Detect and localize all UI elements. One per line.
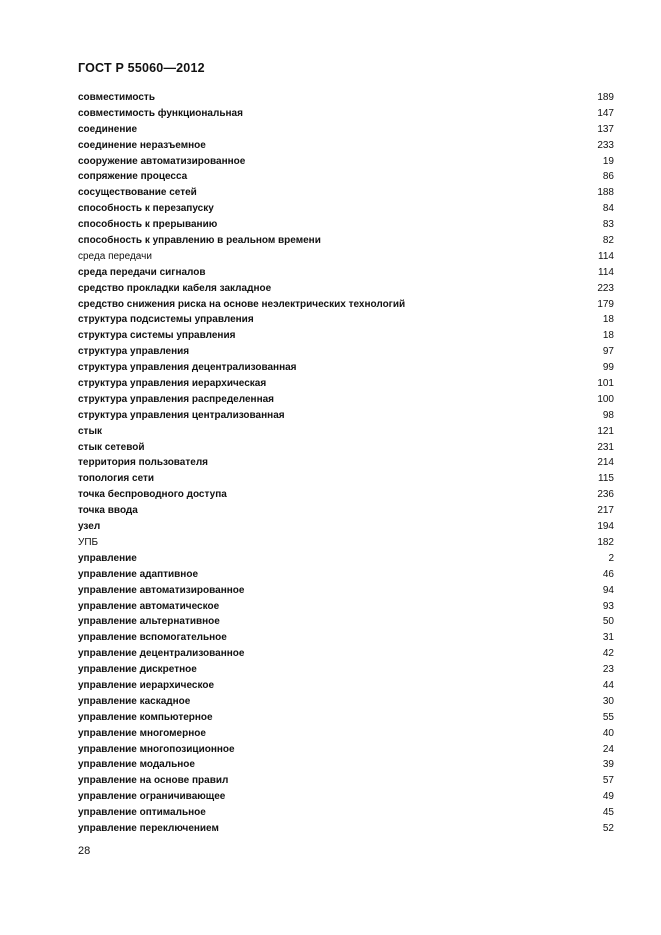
index-entry bbox=[78, 281, 614, 297]
index-entry bbox=[78, 678, 614, 694]
index-entry bbox=[78, 662, 614, 678]
index-page-number: 100 bbox=[597, 393, 614, 405]
index-term: территория пользователя bbox=[78, 457, 209, 469]
index-page-number: 86 bbox=[602, 171, 614, 183]
index-page-number: 55 bbox=[602, 711, 614, 723]
index-entry bbox=[78, 710, 614, 726]
page-number: 28 bbox=[78, 845, 91, 857]
index-term: УПБ bbox=[78, 536, 99, 548]
index-term: управление децентрализованное bbox=[78, 648, 245, 660]
index-term: средство прокладки кабеля закладное bbox=[78, 282, 272, 294]
index-entry bbox=[78, 90, 614, 106]
index-term: структура управления иерархическая bbox=[78, 378, 267, 390]
index-term: узел bbox=[78, 521, 101, 533]
index-entry bbox=[78, 821, 614, 837]
index-entry bbox=[78, 646, 614, 662]
index-page-number: 114 bbox=[598, 266, 614, 278]
index-entry bbox=[78, 408, 614, 424]
index-term: сосуществование сетей bbox=[78, 187, 197, 199]
index-page-number: 97 bbox=[602, 346, 614, 358]
index-page-number: 83 bbox=[602, 219, 614, 231]
index-term: структура управления децентрализованная bbox=[78, 362, 297, 374]
index-entry bbox=[78, 122, 614, 138]
index-entry bbox=[78, 265, 614, 281]
index-entry bbox=[78, 471, 614, 487]
index-page-number: 42 bbox=[602, 648, 614, 660]
index-entry bbox=[78, 535, 614, 551]
index-term: структура управления bbox=[78, 346, 190, 358]
index-page-number: 189 bbox=[597, 92, 614, 103]
index-term: управление компьютерное bbox=[78, 711, 213, 723]
index-entry bbox=[78, 328, 614, 344]
index-page-number: 23 bbox=[602, 664, 614, 676]
index-page-number: 24 bbox=[602, 743, 614, 755]
index-term: способность к управлению в реальном времени bbox=[78, 235, 321, 247]
index-entry bbox=[78, 249, 614, 265]
index-entry bbox=[78, 551, 614, 567]
index-entry bbox=[78, 344, 614, 360]
index-term: совместимость функциональная bbox=[78, 107, 243, 119]
index-page-number: 217 bbox=[597, 505, 614, 517]
index-entry bbox=[78, 360, 614, 376]
index-entry bbox=[78, 169, 614, 185]
index-term: сопряжение процесса bbox=[78, 171, 188, 183]
index-entry bbox=[78, 599, 614, 615]
index-page-number: 84 bbox=[602, 203, 614, 215]
index-term: управление иерархическое bbox=[78, 679, 215, 691]
index-term: структура подсистемы управления bbox=[78, 314, 254, 326]
index-page-number: 50 bbox=[602, 616, 614, 628]
index-entry bbox=[78, 154, 614, 170]
index-term: стык сетевой bbox=[78, 441, 145, 453]
index-term: соединение bbox=[78, 123, 138, 135]
index-page-number: 98 bbox=[602, 409, 614, 421]
index-term: управление модальное bbox=[78, 759, 195, 771]
index-page-number: 231 bbox=[597, 441, 614, 453]
index-page-number: 57 bbox=[602, 775, 614, 787]
index-term: управление оптимальное bbox=[78, 807, 206, 819]
index-entry bbox=[78, 138, 614, 154]
index-entry bbox=[78, 805, 614, 821]
index-term: управление адаптивное bbox=[78, 568, 199, 580]
index-term: управление дискретное bbox=[78, 664, 197, 676]
index-page-number: 30 bbox=[602, 695, 614, 707]
index-entry bbox=[78, 630, 614, 646]
index-entry bbox=[78, 297, 614, 313]
index-page-number: 94 bbox=[602, 584, 614, 596]
index-page-number: 18 bbox=[602, 314, 614, 326]
index-entry bbox=[78, 583, 614, 599]
index-term: способность к прерыванию bbox=[78, 219, 218, 231]
index-entry bbox=[78, 185, 614, 201]
index-entry bbox=[78, 567, 614, 583]
index-page-number: 52 bbox=[602, 822, 614, 834]
index-page-number: 182 bbox=[597, 536, 614, 548]
index-page-number: 45 bbox=[602, 807, 614, 819]
index-page-number: 99 bbox=[602, 362, 614, 374]
index-entry bbox=[78, 757, 614, 773]
index-page-number: 121 bbox=[597, 425, 614, 437]
index-page-number: 82 bbox=[602, 235, 614, 247]
index-term: управление bbox=[78, 552, 137, 564]
index-term: сооружение автоматизированное bbox=[78, 155, 246, 167]
index-term: совместимость bbox=[78, 92, 155, 103]
index-page-number: 44 bbox=[602, 679, 614, 691]
index-term: среда передачи сигналов bbox=[78, 266, 206, 278]
index-entry bbox=[78, 726, 614, 742]
index-entry bbox=[78, 106, 614, 122]
index-page-number: 46 bbox=[602, 568, 614, 580]
index-page-number: 101 bbox=[597, 378, 614, 390]
index-term: управление на основе правил bbox=[78, 775, 229, 787]
index-term: среда передачи bbox=[78, 250, 152, 262]
index-term: точка беспроводного доступа bbox=[78, 489, 227, 501]
index-page-number: 49 bbox=[602, 791, 614, 803]
index-page-number: 214 bbox=[597, 457, 614, 469]
index-term: топология сети bbox=[78, 473, 155, 485]
index-entry bbox=[78, 519, 614, 535]
index-term: управление автоматизированное bbox=[78, 584, 245, 596]
index-term: способность к перезапуску bbox=[78, 203, 214, 215]
document-title: ГОСТ Р 55060—2012 bbox=[78, 61, 205, 75]
index-page-number: 31 bbox=[602, 632, 614, 644]
index-entry bbox=[78, 312, 614, 328]
index-entry bbox=[78, 217, 614, 233]
index-entry bbox=[78, 773, 614, 789]
alphabetical-index bbox=[78, 90, 614, 837]
index-page-number: 188 bbox=[597, 187, 614, 199]
index-entry bbox=[78, 424, 614, 440]
index-term: управление автоматическое bbox=[78, 600, 220, 612]
index-page-number: 93 bbox=[602, 600, 614, 612]
index-term: управление многомерное bbox=[78, 727, 206, 739]
index-term: структура управления централизованная bbox=[78, 409, 285, 421]
index-entry bbox=[78, 614, 614, 630]
index-page-number: 147 bbox=[597, 107, 614, 119]
index-entry bbox=[78, 392, 614, 408]
index-entry bbox=[78, 694, 614, 710]
index-entry bbox=[78, 201, 614, 217]
index-term: управление каскадное bbox=[78, 695, 191, 707]
index-entry bbox=[78, 503, 614, 519]
index-page-number: 115 bbox=[598, 473, 614, 485]
index-page-number: 114 bbox=[598, 250, 614, 262]
index-term: управление вспомогательное bbox=[78, 632, 227, 644]
index-term: структура управления распределенная bbox=[78, 393, 275, 405]
index-term: структура системы управления bbox=[78, 330, 236, 342]
index-term: управление переключением bbox=[78, 822, 219, 834]
index-entry bbox=[78, 789, 614, 805]
index-page-number: 18 bbox=[602, 330, 614, 342]
index-page-number: 233 bbox=[597, 139, 614, 151]
index-entry bbox=[78, 455, 614, 471]
index-entry bbox=[78, 233, 614, 249]
index-page-number: 2 bbox=[608, 552, 614, 564]
index-page-number: 223 bbox=[597, 282, 614, 294]
index-entry bbox=[78, 440, 614, 456]
index-page-number: 179 bbox=[597, 298, 614, 310]
index-term: средство снижения риска на основе неэлектрических технологий bbox=[78, 298, 406, 310]
index-page-number: 40 bbox=[602, 727, 614, 739]
index-term: соединение неразъемное bbox=[78, 139, 206, 151]
index-page-number: 137 bbox=[597, 123, 614, 135]
index-term: стык bbox=[78, 425, 103, 437]
index-page-number: 19 bbox=[602, 155, 614, 167]
index-term: точка ввода bbox=[78, 505, 138, 517]
index-entry bbox=[78, 487, 614, 503]
index-entry bbox=[78, 742, 614, 758]
index-term: управление альтернативное bbox=[78, 616, 220, 628]
index-page-number: 236 bbox=[597, 489, 614, 501]
index-term: управление многопозиционное bbox=[78, 743, 235, 755]
index-term: управление ограничивающее bbox=[78, 791, 226, 803]
index-page-number: 194 bbox=[597, 521, 614, 533]
index-page-number: 39 bbox=[602, 759, 614, 771]
index-entry bbox=[78, 376, 614, 392]
